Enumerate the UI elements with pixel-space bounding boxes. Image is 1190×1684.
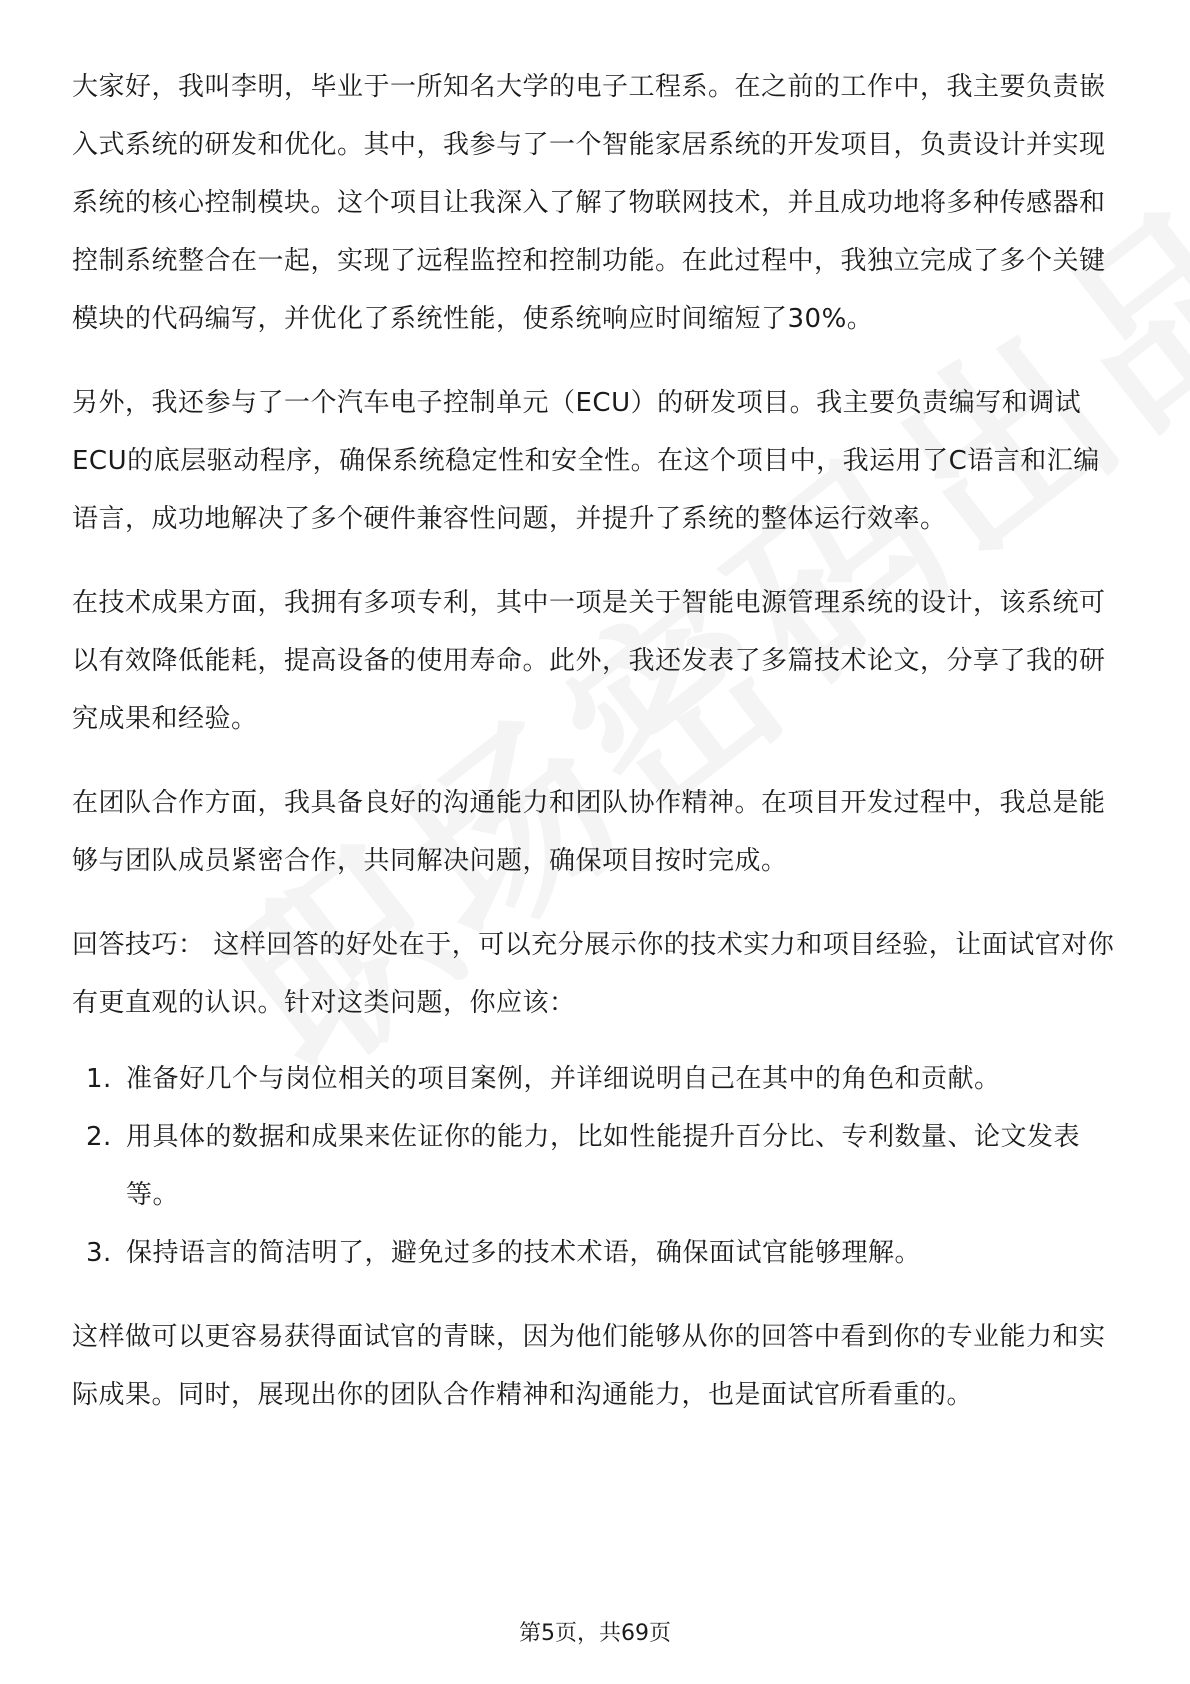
paragraph-teamwork: 在团队合作方面，我具备良好的沟通能力和团队协作精神。在项目开发过程中，我总是能够与团队成员紧密合作，共同解决问题，确保项目按时完成。 — [72, 788, 1106, 876]
paragraph-intro: 大家好，我叫李明，毕业于一所知名大学的电子工程系。在之前的工作中，我主要负责嵌入式系统的研发和优化。其中，我参与了一个智能家居系统的开发项目，负责设计并实现系统的核心控制模块。这个项目让我深入了解了物联网技术，并且成功地将多种传感器和控制系统整合在一起，实现了远程监控和控制功能。在此过程中，我独立完成了多个关键模块的代码编写，并优化了系统性能，使系统响应时间缩短了30%。 — [72, 72, 1106, 334]
list-item-text: 准备好几个与岗位相关的项目案例，并详细说明自己在其中的角色和贡献。 — [126, 1064, 1001, 1094]
document-body — [72, 58, 1124, 1450]
list-item-text: 保持语言的简洁明了，避免过多的技术术语，确保面试官能够理解。 — [126, 1238, 922, 1268]
list-item-number: 1. — [86, 1064, 112, 1094]
paragraph-tech-achievements: 在技术成果方面，我拥有多项专利，其中一项是关于智能电源管理系统的设计，该系统可以有效降低能耗，提高设备的使用寿命。此外，我还发表了多篇技术论文，分享了我的研究成果和经验。 — [72, 588, 1106, 734]
tips-list — [72, 1050, 1124, 1282]
list-item-number: 2. — [86, 1122, 112, 1152]
paragraph-closing: 这样做可以更容易获得面试官的青睐，因为他们能够从你的回答中看到你的专业能力和实际成果。同时，展现出你的团队合作精神和沟通能力，也是面试官所看重的。 — [72, 1322, 1106, 1410]
list-item-number: 3. — [86, 1238, 112, 1268]
answer-tip-intro: 回答技巧： 这样回答的好处在于，可以充分展示你的技术实力和项目经验，让面试官对你有更直观的认识。针对这类问题，你应该： — [72, 930, 1115, 1018]
list-item — [72, 1224, 1124, 1282]
list-item-text: 用具体的数据和成果来佐证你的能力，比如性能提升百分比、专利数量、论文发表等。 — [126, 1122, 1081, 1210]
list-item — [72, 1108, 1124, 1224]
paragraph-ecu-project: 另外，我还参与了一个汽车电子控制单元（ECU）的研发项目。我主要负责编写和调试ECU的底层驱动程序，确保系统稳定性和安全性。在这个项目中，我运用了C语言和汇编语言，成功地解决了多个硬件兼容性问题，并提升了系统的整体运行效率。 — [72, 388, 1100, 534]
page-number-footer: 第5页，共69页 — [519, 1621, 671, 1646]
list-item — [72, 1050, 1124, 1108]
